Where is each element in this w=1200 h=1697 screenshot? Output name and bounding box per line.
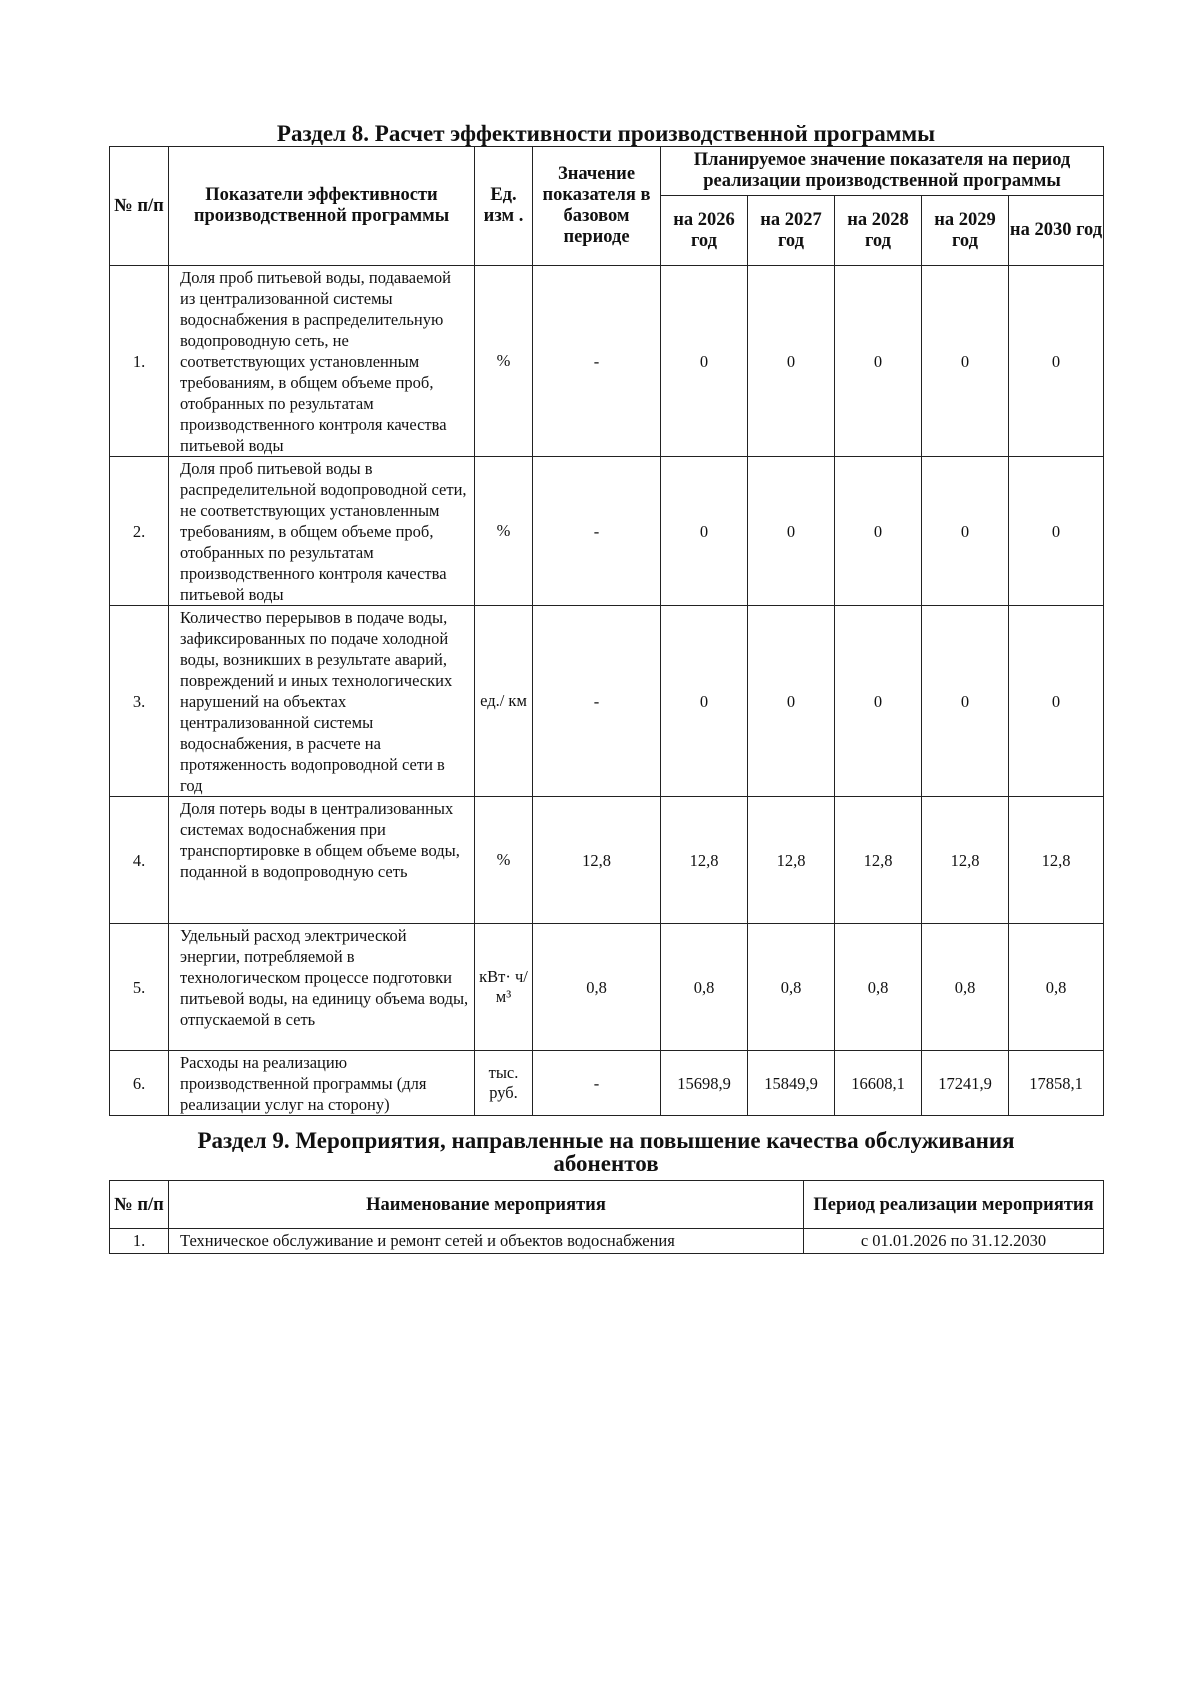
row-unit: % bbox=[475, 797, 533, 924]
row-value: 0,8 bbox=[748, 924, 835, 1051]
row-base-value: - bbox=[533, 457, 661, 606]
row-value: 15849,9 bbox=[748, 1051, 835, 1116]
row-value: 0 bbox=[835, 606, 922, 797]
table-row bbox=[110, 924, 1104, 1051]
row-indicator: Доля потерь воды в централизованных системах водоснабжения при транспортировке в общем объеме воды, поданной в водопроводную сеть bbox=[169, 797, 475, 924]
measures-table bbox=[109, 1180, 1104, 1254]
row-value: 12,8 bbox=[922, 797, 1009, 924]
efficiency-table bbox=[109, 146, 1104, 1116]
row-value: 0 bbox=[835, 457, 922, 606]
header-unit: Ед. изм . bbox=[475, 147, 533, 266]
row-unit: кВт· ч/м³ bbox=[475, 924, 533, 1051]
row-unit: % bbox=[475, 457, 533, 606]
row-value: 0 bbox=[661, 266, 748, 457]
header-measure-name: Наименование мероприятия bbox=[169, 1181, 804, 1229]
table-row bbox=[110, 1051, 1104, 1116]
row-unit: тыс. руб. bbox=[475, 1051, 533, 1116]
header-base-value: Значение показателя в базовом периоде bbox=[533, 147, 661, 266]
row-value: 0 bbox=[748, 457, 835, 606]
row-value: 0 bbox=[748, 606, 835, 797]
row-value: 0 bbox=[748, 266, 835, 457]
header-year: на 2027 год bbox=[748, 196, 835, 266]
row-num: 6. bbox=[110, 1051, 169, 1116]
row-value: 0 bbox=[661, 606, 748, 797]
row-value: 12,8 bbox=[661, 797, 748, 924]
header-year: на 2029 год bbox=[922, 196, 1009, 266]
row-indicator: Количество перерывов в подаче воды, зафиксированных по подаче холодной воды, возникших в результате аварий, повреждений и иных технологических нарушений на объектах централизованной системы водоснабжения, в расчете на протяженность водопроводной сети в год bbox=[169, 606, 475, 797]
row-value: 0 bbox=[1009, 266, 1104, 457]
row-period: с 01.01.2026 по 31.12.2030 bbox=[804, 1229, 1104, 1254]
table-row bbox=[110, 797, 1104, 924]
row-value: 12,8 bbox=[835, 797, 922, 924]
row-num: 1. bbox=[110, 266, 169, 457]
table-row bbox=[110, 457, 1104, 606]
row-base-value: - bbox=[533, 606, 661, 797]
row-unit: ед./ км bbox=[475, 606, 533, 797]
row-value: 16608,1 bbox=[835, 1051, 922, 1116]
header-planned: Планируемое значение показателя на период реализации производственной программы bbox=[661, 147, 1104, 196]
row-value: 15698,9 bbox=[661, 1051, 748, 1116]
section-9-title: Раздел 9. Мероприятия, направленные на повышение качества обслуживания абонентов bbox=[197, 1128, 1015, 1176]
row-value: 0 bbox=[922, 457, 1009, 606]
row-indicator: Доля проб питьевой воды, подаваемой из централизованной системы водоснабжения в распределительную водопроводную сеть, не соответствующих установленным требованиям, в общем объеме проб, отобранных по результатам производственного контроля качества питьевой воды bbox=[169, 266, 475, 457]
header-year: на 2026 год bbox=[661, 196, 748, 266]
table-row bbox=[110, 606, 1104, 797]
row-value: 17858,1 bbox=[1009, 1051, 1104, 1116]
header-year: на 2028 год bbox=[835, 196, 922, 266]
row-base-value: - bbox=[533, 1051, 661, 1116]
row-value: 0,8 bbox=[1009, 924, 1104, 1051]
table-row bbox=[110, 1229, 1104, 1254]
row-value: 0 bbox=[1009, 606, 1104, 797]
row-base-value: - bbox=[533, 266, 661, 457]
row-num: 2. bbox=[110, 457, 169, 606]
row-value: 17241,9 bbox=[922, 1051, 1009, 1116]
row-num: 5. bbox=[110, 924, 169, 1051]
section-8-title: Раздел 8. Расчет эффективности производственной программы bbox=[276, 121, 936, 146]
row-value: 0 bbox=[1009, 457, 1104, 606]
row-base-value: 12,8 bbox=[533, 797, 661, 924]
row-measure-name: Техническое обслуживание и ремонт сетей и объектов водоснабжения bbox=[169, 1229, 804, 1254]
row-value: 0 bbox=[922, 606, 1009, 797]
row-num: 3. bbox=[110, 606, 169, 797]
row-indicator: Доля проб питьевой воды в распределительной водопроводной сети, не соответствующих установленным требованиям, в общем объеме проб, отобранных по результатам производственного контроля качества питьевой воды bbox=[169, 457, 475, 606]
row-value: 0 bbox=[661, 457, 748, 606]
row-value: 0,8 bbox=[661, 924, 748, 1051]
header-period: Период реализации мероприятия bbox=[804, 1181, 1104, 1229]
row-num: 4. bbox=[110, 797, 169, 924]
table-row bbox=[110, 266, 1104, 457]
row-unit: % bbox=[475, 266, 533, 457]
row-num: 1. bbox=[110, 1229, 169, 1254]
header-num: № п/п bbox=[110, 147, 169, 266]
header-num: № п/п bbox=[110, 1181, 169, 1229]
row-value: 12,8 bbox=[748, 797, 835, 924]
row-value: 0,8 bbox=[835, 924, 922, 1051]
row-value: 0 bbox=[835, 266, 922, 457]
header-indicator: Показатели эффективности производственной программы bbox=[169, 147, 475, 266]
header-year: на 2030 год bbox=[1009, 196, 1104, 266]
row-base-value: 0,8 bbox=[533, 924, 661, 1051]
row-value: 0 bbox=[922, 266, 1009, 457]
row-value: 0,8 bbox=[922, 924, 1009, 1051]
row-indicator: Удельный расход электрической энергии, потребляемой в технологическом процессе подготовки питьевой воды, на единицу объема воды, отпускаемой в сеть bbox=[169, 924, 475, 1051]
row-value: 12,8 bbox=[1009, 797, 1104, 924]
row-indicator: Расходы на реализацию производственной программы (для реализации услуг на сторону) bbox=[169, 1051, 475, 1116]
